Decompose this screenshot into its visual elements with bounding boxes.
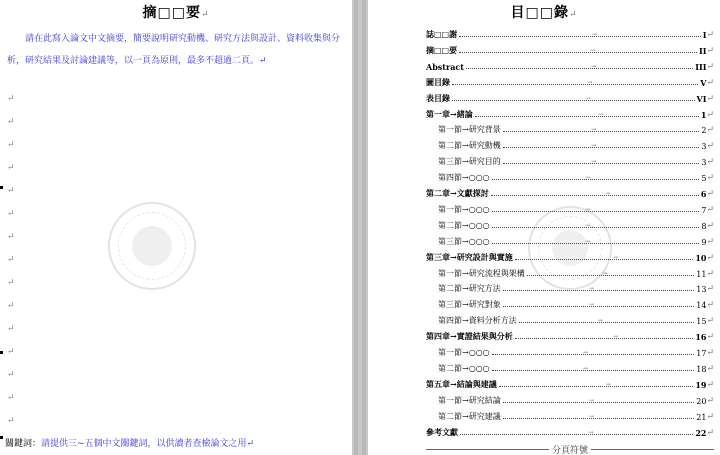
toc-entry[interactable]: [438, 203, 714, 215]
toc-entry[interactable]: [426, 76, 714, 88]
paragraph-mark: ↵: [706, 379, 714, 390]
toc-entry[interactable]: [438, 394, 714, 406]
toc-dot-leader: [503, 301, 695, 309]
toc-entry[interactable]: [438, 410, 714, 422]
tab-arrow-icon: →: [588, 412, 594, 420]
paragraph-mark: ↵: [7, 301, 15, 311]
toc-dot-leader: [460, 428, 693, 436]
keywords-label: 關鍵詞：: [5, 439, 42, 449]
toc-entry-label: Abstract: [426, 61, 464, 72]
tab-arrow-icon: →: [588, 285, 594, 293]
paragraph-mark: ↵: [7, 186, 15, 196]
toc-entry[interactable]: [438, 282, 714, 294]
tab-arrow-icon: →: [590, 62, 596, 70]
paragraph-mark: ↵: [706, 236, 714, 247]
toc-dot-leader: [459, 31, 701, 38]
toc-entry-page: 7: [701, 205, 707, 215]
toc-entry-label: 第二章→文獻探討: [426, 188, 489, 198]
paragraph-mark: ↵: [7, 393, 15, 403]
paragraph-mark: ↵: [7, 209, 15, 219]
toc-entry[interactable]: [438, 123, 714, 135]
paragraph-mark: ↵: [706, 316, 714, 327]
toc-entry-page: 13: [696, 285, 707, 295]
toc-entry[interactable]: [438, 219, 714, 231]
tab-arrow-icon: →: [582, 349, 588, 356]
toc-entry-label: 第二節→研究方法: [438, 284, 501, 294]
toc-entry-page: 22: [695, 427, 707, 438]
toc-entry[interactable]: [438, 298, 714, 310]
toc-entry-label: 第二節→研究動機: [438, 141, 501, 151]
abstract-page: [0, 0, 352, 455]
toc-entry-page: 21: [696, 412, 707, 422]
paragraph-mark: ↵: [706, 109, 714, 120]
paragraph-mark: ↵: [706, 125, 714, 136]
toc-entry-page: 8: [701, 221, 707, 231]
toc-entry-label: 第三節→研究對象: [438, 300, 501, 310]
toc-entry-label: 表目錄: [426, 92, 450, 103]
paragraph-mark: ↵: [706, 61, 714, 72]
toc-dot-leader: [452, 94, 695, 102]
paragraph-mark: ↵: [7, 278, 15, 288]
toc-entry[interactable]: [426, 378, 714, 390]
toc-entry-label: 第四章→實證結果與分析: [426, 331, 513, 342]
toc-dot-leader: [503, 142, 700, 150]
toc-entry[interactable]: [426, 251, 714, 263]
toc-entry-page: 2: [701, 126, 707, 136]
paragraph-mark: ↵: [706, 45, 714, 56]
toc-entry[interactable]: [426, 28, 714, 40]
abstract-body-text[interactable]: 請在此寫入論文中文摘要，簡要說明研究動機、研究方法與設計、資料收集與分析，研究結果及討論建議等，以一頁為原則，最多不超過二頁。↵: [7, 34, 341, 66]
toc-entry-label: 第三章→研究設計與實施: [426, 251, 513, 262]
tab-arrow-icon: →: [585, 221, 591, 229]
toc-entry-label: 誌□□謝: [426, 29, 458, 39]
page-break-label: 分頁符號: [549, 443, 591, 455]
toc-entry[interactable]: [438, 155, 714, 167]
paragraph-mark: ↵: [706, 93, 714, 104]
tab-arrow-icon: →: [591, 31, 598, 38]
tab-arrow-icon: →: [591, 126, 597, 134]
toc-dot-leader: [519, 317, 695, 325]
toc-entry[interactable]: [438, 235, 714, 247]
format-marker: [0, 186, 3, 189]
toc-entry-label: 第一章→緒論: [426, 108, 473, 119]
paragraph-mark: ↵: [706, 189, 714, 199]
toc-entry-page: 3: [701, 142, 707, 152]
tab-arrow-icon: →: [585, 205, 591, 213]
paragraph-mark: ↵: [7, 163, 15, 173]
tab-arrow-icon: →: [589, 46, 595, 54]
toc-entry-page: VI: [696, 93, 707, 104]
toc-entry-page: 6: [700, 189, 707, 199]
tab-arrow-icon: →: [588, 428, 594, 436]
toc-dot-leader: [503, 285, 695, 293]
toc-entry-page: I: [702, 30, 707, 40]
toc-entry-page: 14: [696, 301, 707, 311]
paragraph-mark: ↵: [706, 348, 714, 358]
page-gutter: [352, 0, 368, 455]
toc-entry-page: 5: [701, 174, 707, 184]
tab-arrow-icon: →: [588, 396, 594, 404]
toc-title: [368, 2, 720, 22]
toc-entry-page: 10: [695, 252, 707, 263]
toc-page: [368, 0, 720, 455]
toc-entry-page: 1: [700, 109, 707, 120]
toc-entry-label: 第二節→○○○: [438, 220, 490, 230]
toc-entry-page: 15: [696, 317, 707, 327]
toc-entry-label: 第三節→○○○: [438, 236, 490, 246]
tab-arrow-icon: →: [591, 158, 597, 166]
abstract-title: [0, 2, 352, 22]
keywords-text: 請提供三~五個中文關鍵詞，以供讀者查檢論文之用↵: [41, 439, 255, 449]
paragraph-mark: ↵: [706, 268, 714, 279]
paragraph-mark: ↵: [7, 370, 15, 380]
toc-entry[interactable]: [426, 108, 714, 120]
paragraph-mark: ↵: [706, 220, 714, 231]
toc-entry-label: 第一節→○○○: [438, 204, 490, 214]
paragraph-mark: ↵: [706, 284, 714, 295]
tab-arrow-icon: →: [605, 380, 611, 388]
tab-arrow-icon: →: [588, 301, 594, 309]
paragraph-mark: ↵: [7, 94, 15, 104]
toc-dot-leader: [492, 174, 700, 182]
paragraph-mark: ↵: [7, 324, 15, 334]
toc-entry[interactable]: [438, 171, 714, 183]
toc-entry-label: 第一節→研究結論: [438, 395, 501, 405]
tab-arrow-icon: →: [591, 142, 597, 150]
paragraph-mark: ↵: [706, 30, 714, 40]
toc-entry-page: 17: [696, 349, 707, 358]
tab-arrow-icon: →: [602, 269, 608, 277]
toc-entry-page: 9: [701, 237, 707, 247]
paragraph-mark: ↵: [706, 157, 714, 168]
tab-arrow-icon: →: [585, 174, 591, 182]
toc-dot-leader: [503, 126, 700, 134]
toc-entry[interactable]: [426, 330, 714, 342]
keywords-line[interactable]: [5, 436, 254, 449]
toc-entry-label: 第二節→研究建議: [438, 411, 501, 421]
paragraph-mark: ↵: [706, 300, 714, 311]
paragraph-mark: ↵: [7, 255, 15, 265]
toc-entry[interactable]: [438, 362, 714, 374]
toc-dot-leader: [515, 253, 694, 261]
page-break-marker: [426, 444, 714, 454]
toc-entry-page: 16: [695, 332, 707, 343]
paragraph-mark: ↵: [706, 173, 714, 184]
toc-entry[interactable]: [426, 60, 714, 72]
toc-entry-label: 第三節→研究目的: [438, 157, 501, 167]
toc-dot-leader: [492, 237, 700, 245]
tab-arrow-icon: →: [587, 78, 593, 86]
tab-arrow-icon: →: [605, 190, 611, 197]
paragraph-mark: ↵: [706, 427, 714, 438]
tab-arrow-icon: →: [612, 333, 618, 341]
toc-dot-leader: [492, 349, 695, 356]
toc-entry-page: III: [695, 61, 707, 72]
toc-entry-label: 第四節→○○○: [438, 173, 490, 183]
toc-dot-leader: [491, 190, 699, 197]
toc-entry-page: 19: [695, 379, 707, 390]
toc-entry[interactable]: [426, 426, 714, 438]
tab-arrow-icon: →: [582, 364, 588, 372]
toc-entry-label: 第五章→結論與建議: [426, 378, 497, 389]
toc-entry[interactable]: [438, 139, 714, 151]
format-marker: [0, 351, 3, 354]
toc-entry-label: 第一節→○○○: [438, 348, 490, 357]
toc-entry-page: V: [700, 77, 707, 88]
toc-entry[interactable]: [426, 92, 714, 104]
toc-entry-page: 20: [696, 396, 707, 406]
paragraph-mark: ↵: [706, 395, 714, 406]
tab-arrow-icon: →: [585, 94, 591, 102]
toc-entry-label: 第四節→資料分析方法: [438, 316, 517, 326]
toc-entry-label: 摘□□要: [426, 44, 458, 55]
paragraph-mark: ↵: [706, 77, 714, 88]
school-seal-watermark: [108, 202, 196, 290]
toc-dot-leader: [503, 396, 695, 404]
paragraph-mark: ↵: [706, 204, 714, 215]
toc-dot-leader: [503, 412, 695, 420]
toc-entry-label: 參考文獻: [426, 426, 458, 437]
toc-dot-leader: [492, 205, 700, 213]
paragraph-mark: ↵: [706, 141, 714, 152]
toc-entry-label: 第一節→研究背景: [438, 125, 501, 135]
toc-dot-leader: [452, 78, 698, 86]
toc-entry-page: 18: [696, 364, 707, 374]
toc-entry[interactable]: [426, 187, 714, 199]
paragraph-mark: ↵: [568, 10, 578, 20]
paragraph-mark: ↵: [706, 363, 714, 374]
toc-dot-leader: [475, 110, 699, 118]
toc-dot-leader: [499, 380, 694, 388]
toc-entry[interactable]: [438, 267, 714, 279]
toc-entry-label: 圖目錄: [426, 76, 450, 87]
toc-entry-label: 第二節→○○○: [438, 363, 490, 373]
paragraph-mark: ↵: [7, 347, 15, 357]
paragraph-mark: ↵: [706, 252, 714, 263]
paragraph-mark: ↵: [7, 140, 15, 150]
toc-dot-leader: [459, 46, 697, 54]
paragraph-mark: ↵: [706, 332, 714, 343]
toc-entry-page: 11: [696, 269, 707, 279]
toc-entry-page: 3: [701, 158, 707, 168]
abstract-title-text: 摘□□要: [142, 5, 201, 21]
tab-arrow-icon: →: [597, 110, 604, 118]
toc-dot-leader: [466, 62, 693, 70]
toc-dot-leader: [527, 269, 695, 277]
paragraph-mark: ↵: [7, 232, 15, 242]
paragraph-mark: ↵: [7, 416, 15, 426]
toc-entry[interactable]: [426, 44, 714, 56]
paragraph-mark: ↵: [200, 10, 210, 20]
tab-arrow-icon: →: [597, 317, 603, 325]
toc-entry[interactable]: [438, 346, 714, 358]
toc-dot-leader: [492, 221, 700, 229]
paragraph-mark: ↵: [7, 117, 15, 127]
tab-arrow-icon: →: [585, 237, 591, 245]
toc-entry[interactable]: [438, 314, 714, 326]
tab-arrow-icon: →: [612, 253, 618, 261]
format-marker: [0, 436, 3, 439]
toc-dot-leader: [492, 364, 695, 372]
toc-entry-page: II: [698, 45, 707, 56]
toc-dot-leader: [503, 158, 700, 166]
toc-title-text: 目□□錄: [510, 5, 569, 21]
toc-dot-leader: [515, 333, 694, 341]
paragraph-mark: ↵: [706, 411, 714, 422]
toc-entry-label: 第一節→研究流程與架構: [438, 268, 525, 278]
